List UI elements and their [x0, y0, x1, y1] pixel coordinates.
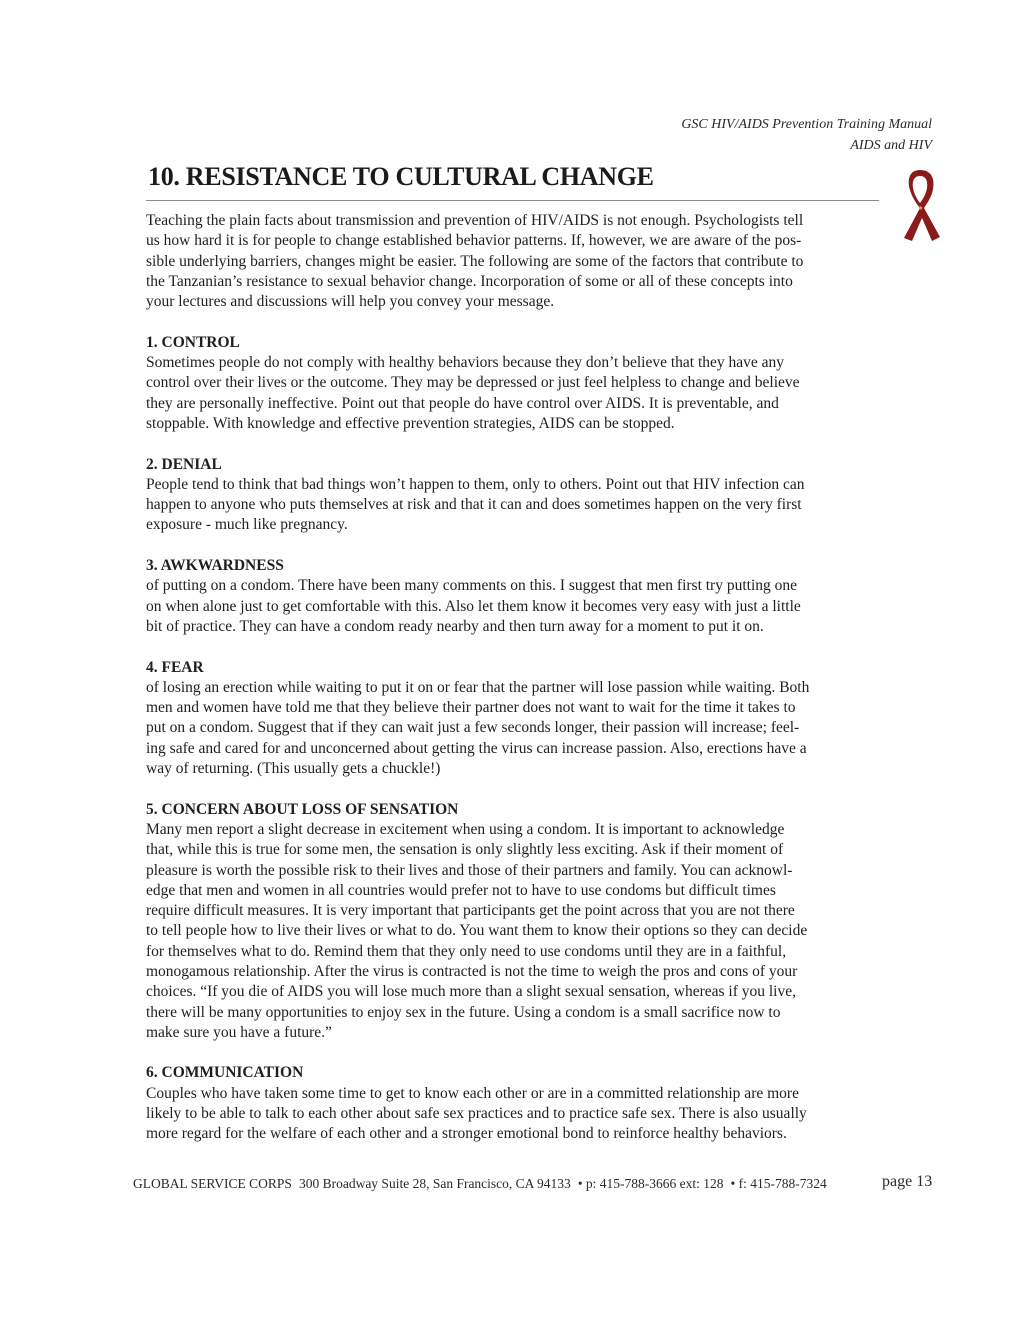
section-heading: 3. AWKWARDNESS [146, 557, 284, 575]
section-line: they are personally ineffective. Point out that people do have control over AIDS. It is preventable, and [146, 394, 779, 412]
section-line: exposure - much like pregnancy. [146, 516, 348, 534]
section-loss-of-sensation [146, 800, 876, 1044]
intro-line: your lectures and discussions will help you convey your message. [146, 293, 555, 311]
section-fear [146, 658, 876, 780]
section-line: stoppable. With knowledge and effective prevention strategies, AIDS can be stopped. [146, 414, 675, 432]
document-body [146, 211, 876, 1145]
section-line: of putting on a condom. There have been many comments on this. I suggest that men first try putting one [146, 577, 798, 595]
section-heading: 4. FEAR [146, 658, 204, 676]
section-awkwardness [146, 556, 876, 637]
footer-fax: • f: 415-788-7324 [730, 1176, 827, 1191]
manual-title: GSC HIV/AIDS Prevention Training Manual [681, 117, 932, 132]
red-ribbon-icon [898, 166, 942, 242]
section-line: Couples who have taken some time to get to know each other or are in a committed relationship are more [146, 1084, 799, 1102]
section-line: men and women have told me that they believe their partner does not want to wait for the time it takes to [146, 699, 796, 717]
section-line: pleasure is worth the possible risk to their lives and those of their partners and family. You can acknowl- [146, 861, 793, 879]
section-communication [146, 1063, 876, 1144]
section-line: of losing an erection while waiting to put it on or fear that the partner will lose passion while waiting. Both [146, 678, 810, 696]
section-line: Sometimes people do not comply with healthy behaviors because they don’t believe that they have any [146, 354, 785, 372]
section-line: that, while this is true for some men, the sensation is only slightly less exciting. Ask if their moment of [146, 841, 784, 859]
section-line: choices. “If you die of AIDS you will lose much more than a slight sexual sensation, whereas if you live, [146, 983, 796, 1001]
section-line: edge that men and women in all countries would prefer not to have to use condoms but difficult times [146, 881, 776, 899]
section-denial [146, 455, 876, 536]
intro-line: Teaching the plain facts about transmission and prevention of HIV/AIDS is not enough. Psychologists tell [146, 212, 804, 229]
section-line: control over their lives or the outcome. They may be depressed or just feel helpless to change and believe [146, 374, 800, 392]
section-line: ing safe and cared for and unconcerned about getting the virus can increase passion. Also, erections have a [146, 739, 807, 757]
page-title: 10. RESISTANCE TO CULTURAL CHANGE [148, 162, 654, 191]
intro-line: sible underlying barriers, changes might be easier. The following are some of the factors that contribute to [146, 252, 804, 270]
section-line: Many men report a slight decrease in excitement when using a condom. It is important to acknowledge [146, 820, 785, 838]
section-line: require difficult measures. It is very important that participants get the point across that you are not there [146, 902, 795, 920]
section-line: likely to be able to talk to each other about safe sex practices and to practice safe sex. There is also usually [146, 1105, 807, 1123]
section-line: put on a condom. Suggest that if they can wait just a few seconds longer, their passion will increase; feel- [146, 719, 800, 737]
section-line: there will be many opportunities to enjoy sex in the future. Using a condom is a small sacrifice now to [146, 1003, 781, 1021]
section-line: happen to anyone who puts themselves at risk and that it can and does sometimes happen on the very first [146, 496, 802, 514]
footer-phone: • p: 415-788-3666 ext: 128 [577, 1176, 724, 1191]
section-line: monogamous relationship. After the virus is contracted is not the time to weigh the pros and cons of your [146, 962, 798, 980]
section-line: make sure you have a future.” [146, 1023, 332, 1041]
section-line: more regard for the welfare of each other and a stronger emotional bond to reinforce healthy behaviors. [146, 1125, 787, 1143]
footer-organization: GLOBAL SERVICE CORPS [133, 1176, 292, 1191]
footer [133, 1175, 827, 1193]
title-divider [146, 200, 879, 201]
section-control [146, 333, 876, 434]
intro-line: us how hard it is for people to change established behavior patterns. If, however, we are aware of the pos- [146, 232, 802, 250]
section-line: bit of practice. They can have a condom ready nearby and then turn away for a moment to put it on. [146, 617, 764, 635]
section-line: on when alone just to get comfortable with this. Also let them know it becomes very easy with just a little [146, 597, 801, 615]
section-line: to tell people how to live their lives or what to do. You want them to know their options so they can decide [146, 922, 808, 940]
section-line: way of returning. (This usually gets a chuckle!) [146, 760, 441, 778]
footer-address: 300 Broadway Suite 28, San Francisco, CA 94133 [298, 1176, 571, 1191]
section-line: People tend to think that bad things won’t happen to them, only to others. Point out that HIV infection can [146, 475, 805, 493]
section-heading: 5. CONCERN ABOUT LOSS OF SENSATION [146, 800, 459, 818]
section-heading: 2. DENIAL [146, 455, 222, 473]
section-line: for themselves what to do. Remind them that they only need to use condoms until they are in a faithful, [146, 942, 787, 960]
page-number: page 13 [882, 1173, 933, 1190]
section-heading: 1. CONTROL [146, 333, 240, 351]
intro-paragraph [146, 211, 876, 312]
section-heading: 6. COMMUNICATION [146, 1064, 304, 1082]
section-title: AIDS and HIV [850, 138, 932, 153]
intro-line: the Tanzanian’s resistance to sexual behavior change. Incorporation of some or all of these concepts into [146, 272, 793, 290]
running-header [681, 114, 932, 156]
